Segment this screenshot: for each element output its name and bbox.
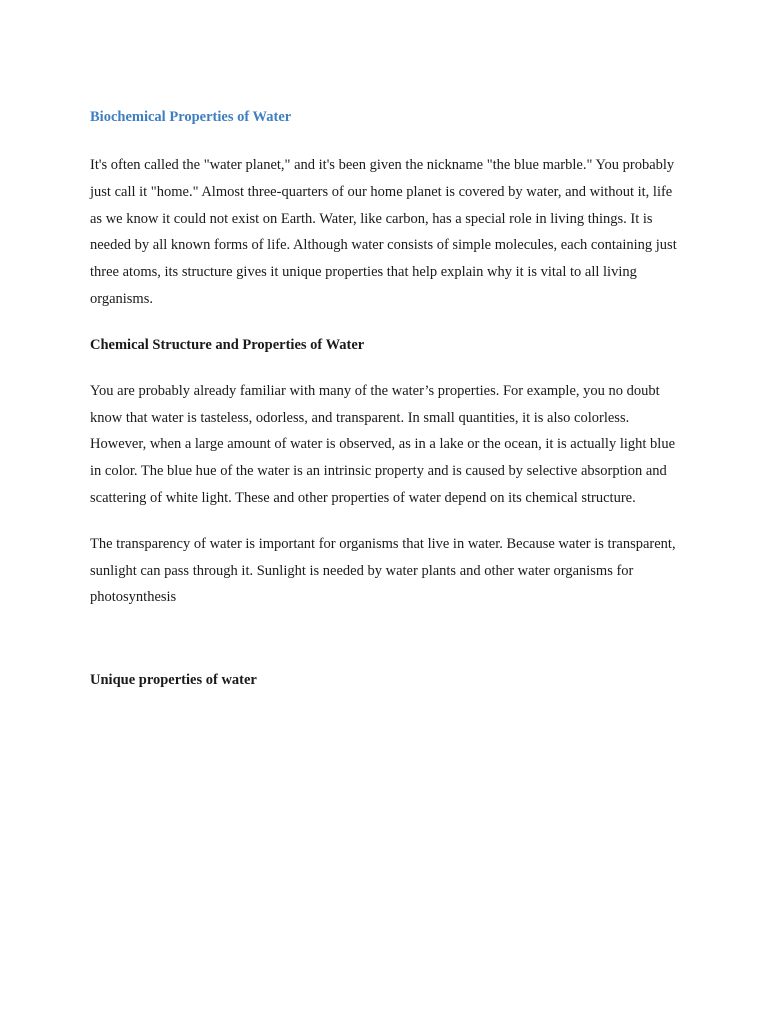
intro-paragraph: It's often called the "water planet," and it's been given the nickname "the blue marble." You probably just call it "home." Almost three-quarters of our home planet is covered by water, and without it, life as we know it could not exist on Earth. Water, like carbon, has a special role in living things. It is needed by all known forms of life. Although water consists of simple molecules, each containing just three atoms, its structure gives it unique properties that help explain why it is vital to all living organisms. [90,157,677,307]
document-title: Biochemical Properties of Water [90,109,292,125]
document-content [90,104,680,713]
transparency-paragraph: The transparency of water is important for organisms that live in water. Because water is transparent, sunlight can pass through it. Sunlight is needed by water plants and other water organisms for photosynthesis [90,535,676,606]
section-heading-unique-properties: Unique properties of water [90,672,257,689]
properties-paragraph: You are probably already familiar with many of the water’s properties. For example, you no doubt know that water is tasteless, odorless, and transparent. In small quantities, it is also colorless. However, when a large amount of water is observed, as in a lake or the ocean, it is actually light blue in color. The blue hue of the water is an intrinsic property and is caused by selective absorption and scattering of white light. These and other properties of water depend on its chemical structure. [90,382,675,506]
section-heading-chemical-structure: Chemical Structure and Properties of Water [90,336,365,353]
